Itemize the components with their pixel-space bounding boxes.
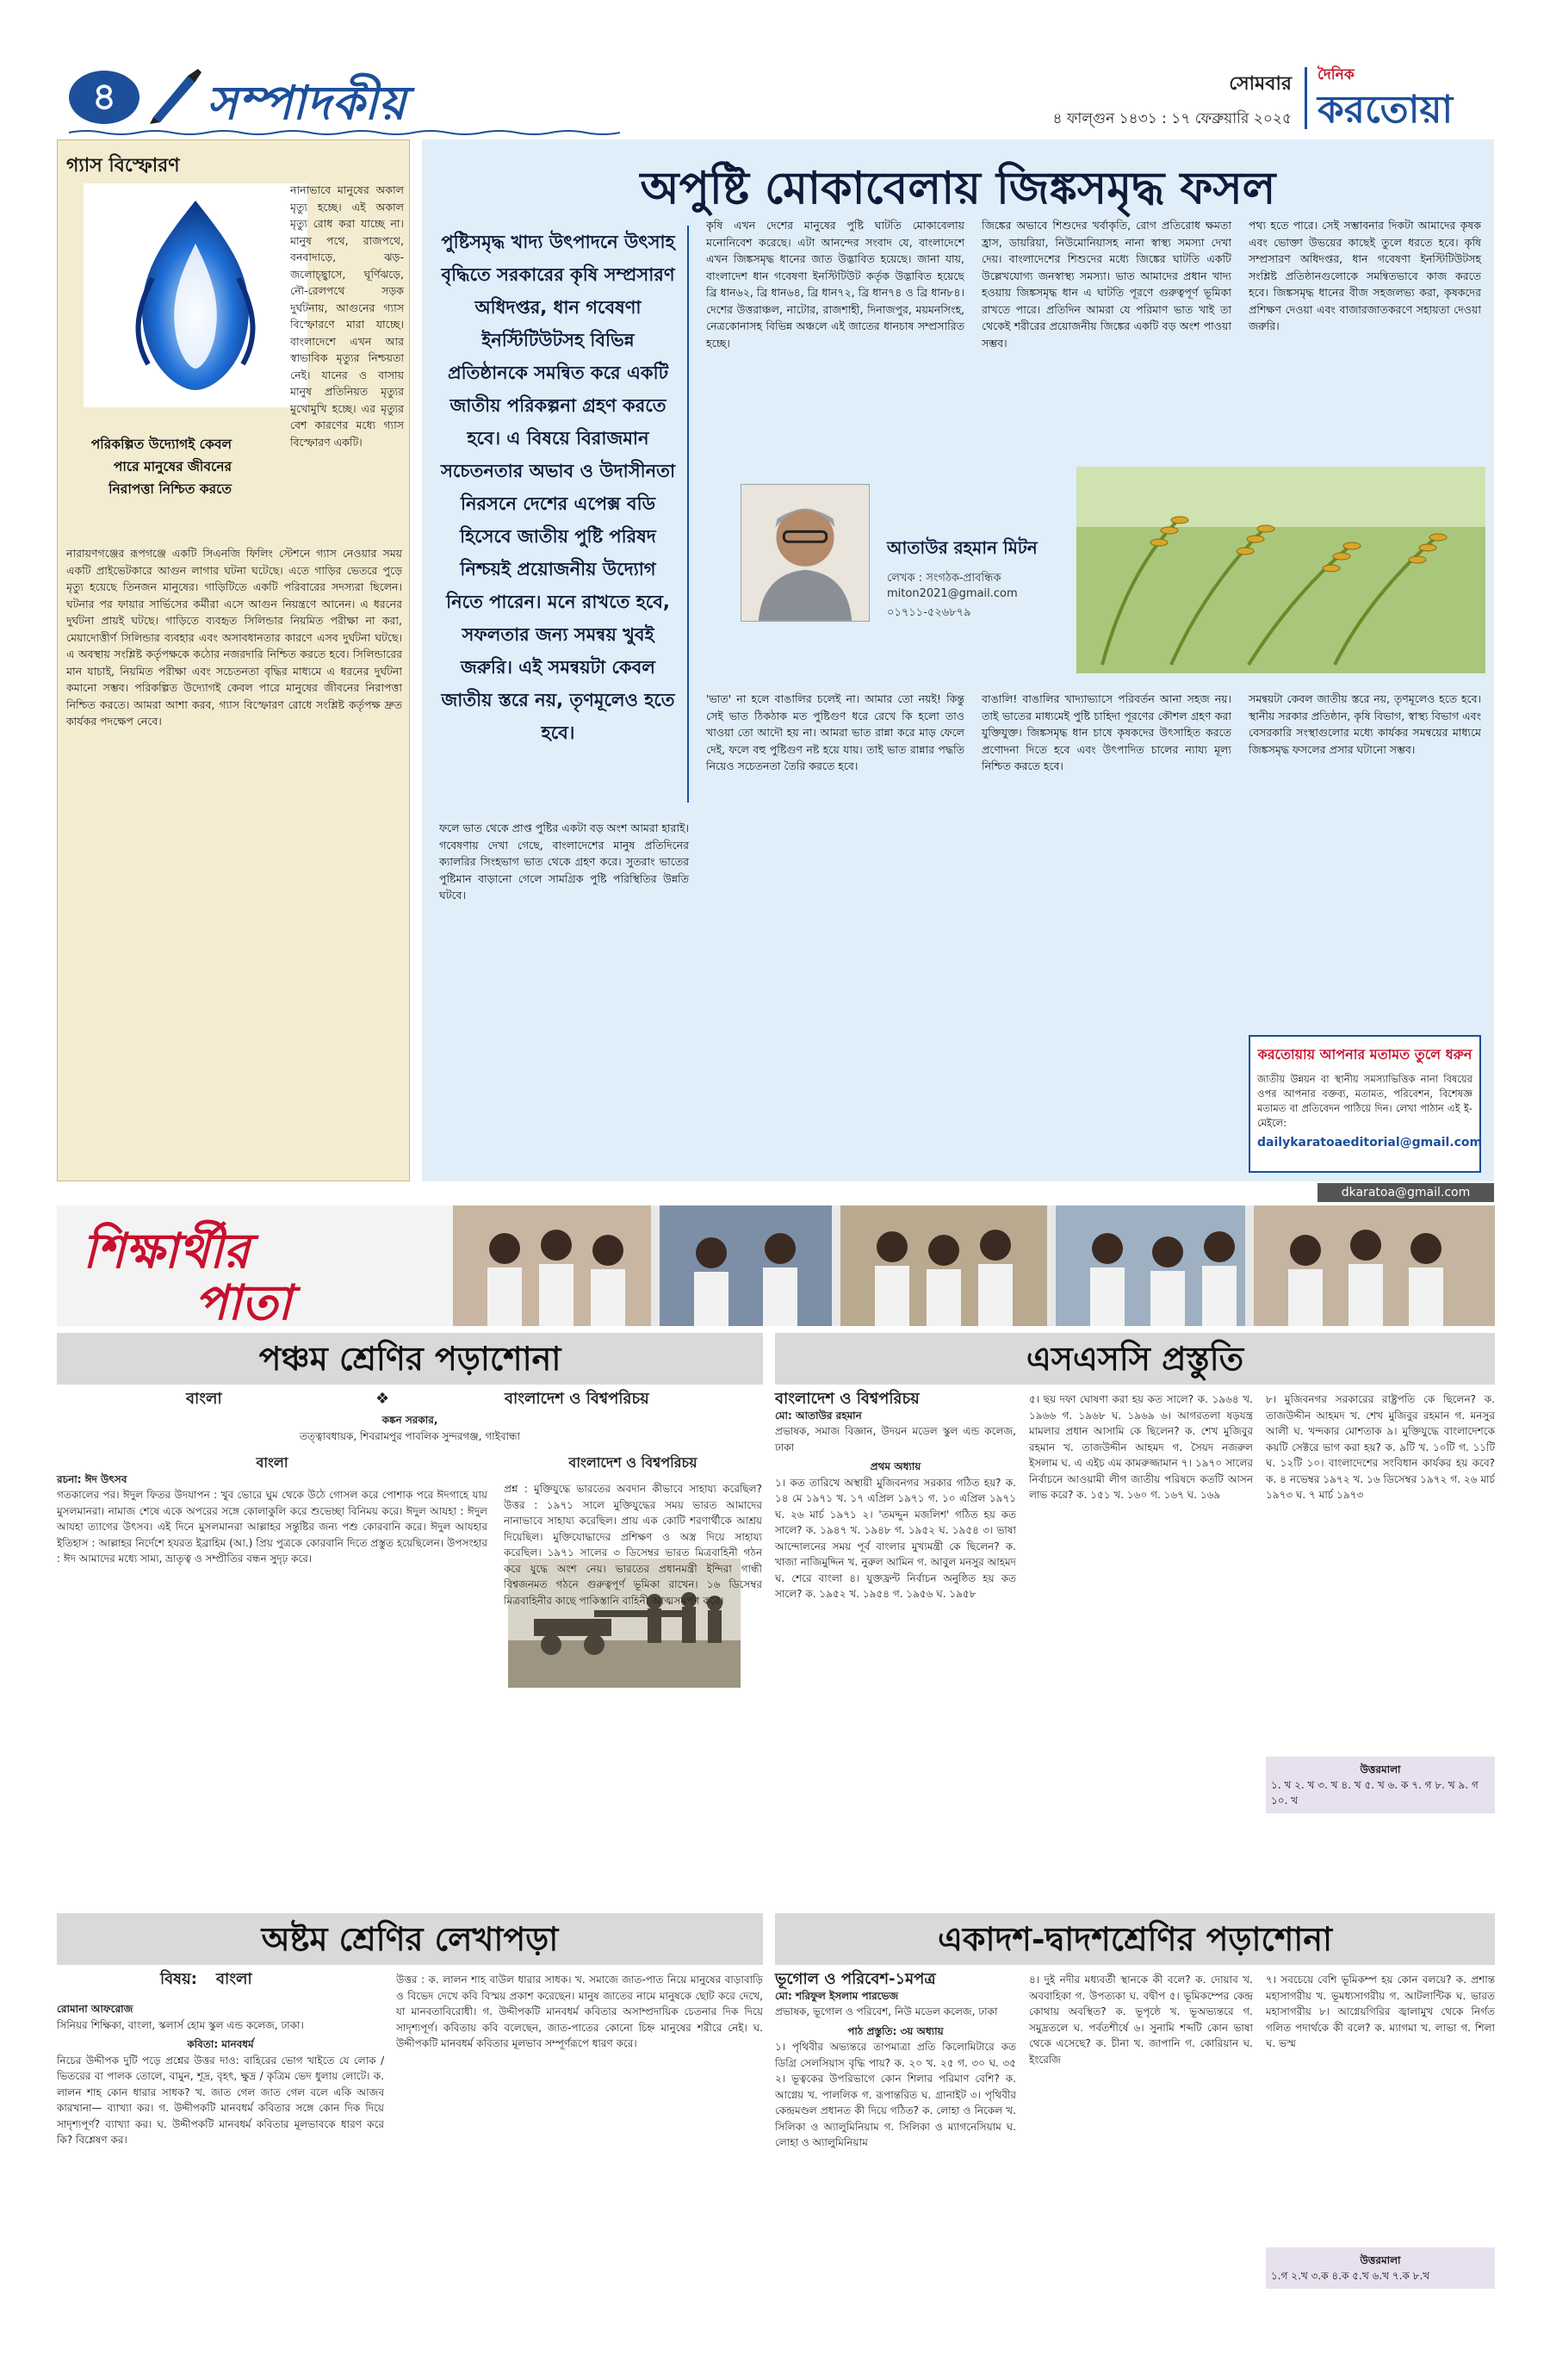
editorial-body-bottom: নারায়ণগঞ্জের রূপগঞ্জে একটি সিএনজি ফিলিং স্টেশনে গ্যাস নেওয়ার সময় একটি প্রাইভেটকারে আগুন লাগার ঘটনা ঘটেছে। এতে গাড়ির ভেতরে পুড়ে মৃত্যু হয়েছে তিনজন মানুষের। গাড়িটিতে একটি পরিবারের সদস্যরা ছিলেন। ঘটনার পর ফায়ার সার্ভিসের কর্মীরা এসে আগুন নিয়ন্ত্রণে আনেন। এ ধরনের দুর্ঘটনা প্রায়ই ঘটছে। গাড়িতে ব্যবহৃত সিলিন্ডার নিয়মিত পরীক্ষা না করা, মেয়াদোত্তীর্ণ সিলিন্ডার ব্যবহার এবং অসাবধানতার কারণে এসব দুর্ঘটনা ঘটছে। এ অবস্থায় সংশ্লিষ্ট কর্তৃপক্ষকে কঠোর নজরদারি নিশ্চিত করতে হবে। সিলিন্ডারের মান যাচাই, নিয়মিত পরীক্ষা এবং সচেতনতা বৃদ্ধির মাধ্যমে এ ধরনের দুর্ঘটনা কমানো সম্ভব। পরিকল্পিত উদ্যোগই কেবল পারে মানুষের জীবনের নিরাপত্তা নিশ্চিত করতে। আমরা আশা করব, গ্যাস বিস্ফোরণ রোধে সংশ্লিষ্ট কর্তৃপক্ষ দ্রুত কার্যকর পদক্ষেপ নেবে। bbox=[66, 547, 402, 728]
ssc-heading: এসএসসি প্রস্তুতি bbox=[775, 1333, 1495, 1385]
class5-bd-global bbox=[504, 1455, 762, 1472]
ssc-answer-text: ১. খ ২. খ ৩. খ ৪. খ ৫. খ ৬. ক ৭. গ ৮. খ ৯. গ ১০. খ bbox=[1271, 1779, 1479, 1807]
class11-answer-title: উত্তরমালা bbox=[1360, 2254, 1401, 2266]
editorial-title: গ্যাস বিস্ফোরণ bbox=[66, 155, 180, 177]
fountain-pen-icon bbox=[145, 65, 205, 126]
reader-opinion-box bbox=[1249, 1035, 1481, 1173]
class5-bangla-text: গতকালের পর। ঈদুল ফিতর উদযাপন : খুব ভোরে ঘুম থেকে উঠে গোসল করে পোশাক পরে ঈদগাহে যায় মুসলমানরা। নামাজ শেষে একে অপরের সঙ্গে কোলাকুলি করে শুভেচ্ছা বিনিময় করে। ঈদুল আযহা : ঈদুল আযহা ত্যাগের উৎসব। এই দিনে মুসলমানরা আল্লাহর সন্তুষ্টির জন্য পশু কোরবানি করে। ঈদুল আযহার ইতিহাস : আল্লাহর নির্দেশে হযরত ইব্রাহিম (আ.) প্রিয় পুত্রকে কোরবানি দিতে প্রস্তুত হয়েছিলেন। উপসংহার : ঈদ আমাদের মধ্যে সাম্য, ভ্রাতৃত্ব ও সম্প্রীতির বন্ধন সুদৃঢ় করে। bbox=[57, 1489, 487, 1565]
class11-column-2 bbox=[1029, 1972, 1253, 2067]
diamond-separator-icon: ❖ bbox=[375, 1390, 390, 1408]
class11-column-1 bbox=[775, 1972, 1016, 2151]
class8-column-1 bbox=[57, 2001, 384, 2148]
class11-answer-text: ১.গ ২.খ ৩.ক ৪.ক ৫.খ ৬.খ ৭.ক ৮.খ bbox=[1271, 2270, 1430, 2282]
section-title: সম্পাদকীয় bbox=[207, 75, 407, 130]
class8-poem: কবিতা: মানবধর্ম bbox=[187, 2038, 254, 2050]
article-column-4: ফলে ভাত থেকে প্রাপ্ত পুষ্টির একটা বড় অংশ আমরা হারাই। গবেষণায় দেখা গেছে, বাংলাদেশের মানুষ প্রতিদিনের ক্যালরির সিংহভাগ ভাত থেকে গ্রহণ করে। সুতরাং ভাতের পুষ্টিমান বাড়ানো গেলে সামগ্রিক পুষ্টি পরিস্থিতির উন্নতি ঘটবে। bbox=[439, 821, 690, 902]
student-page-banner bbox=[57, 1205, 1495, 1326]
editorial-body-top: নানাভাবে মানুষের অকাল মৃত্যু হচ্ছে। এই অকাল মৃত্যু রোধ করা যাচ্ছে না। মানুষ পথে, রাজপথে, বনবাদাড়ে, ঝড়-জলোচ্ছ্বাসে, ঘূর্ণিঝড়ে, নৌ-রেলপথে সড়ক দুর্ঘটনায়, আগুনের গ্যাস বিস্ফোরণে মারা যাচ্ছে। বাংলাদেশে এখন আর স্বাভাবিক মৃত্যুর নিশ্চয়তা নেই। যানের ও বাসায় মানুষ প্রতিনিয়ত মৃত্যুর মুখোমুখি হচ্ছে। এর মৃত্যুর বেশ কারণের মধ্যে গ্যাস বিস্ফোরণ একটি। bbox=[290, 183, 404, 449]
students-collage-photo bbox=[453, 1205, 1495, 1326]
reader-box-body: জাতীয় উন্নয়ন বা স্থানীয় সমস্যাভিত্তিক নানা বিষয়ের ওপর আপনার বক্তব্য, মতামত, পরিবেশন, বিশেষজ্ঞ মতামত বা প্রতিবেদন পাঠিয়ে দিন। লেখা পাঠান এই ই-মেইলে: bbox=[1257, 1073, 1472, 1129]
weekday: সোমবার bbox=[1229, 73, 1292, 95]
class11-subject: ভূগোল ও পরিবেশ-১মপত্র bbox=[775, 1970, 936, 1988]
banner-title-line2: পাতা bbox=[195, 1274, 292, 1326]
class5-subject-left: বাংলা bbox=[186, 1390, 222, 1408]
article-column-3: পথ্য হতে পারে। সেই সম্ভাবনার দিকটা আমাদের কৃষক এবং ভোক্তা উভয়ের কাছেই তুলে ধরতে হবে। কৃষি সম্প্রসারণ অধিদপ্তর, ধান গবেষণা ইনস্টিটিউটসহ সংশ্লিষ্ট প্রতিষ্ঠানগুলোকে সমন্বিতভাবে কাজ করতে হবে। জিঙ্কসমৃদ্ধ ধানের বীজ সহজলভ্য করা, কৃষকদের প্রশিক্ষণ দেওয়া এবং বাজারজাতকরণে সহায়তা দেওয়া জরুরি। bbox=[1249, 219, 1481, 332]
masthead bbox=[52, 60, 1498, 138]
ssc-teacher: মো: আতাউর রহমান bbox=[775, 1409, 862, 1422]
ssc-answer-box bbox=[1266, 1757, 1495, 1813]
class11-questions-1: ১। পৃথিবীর অভ্যন্তরে তাপমাত্রা প্রতি কিলোমিটারে কত ডিগ্রি সেলসিয়াস বৃদ্ধি পায়? ক. ২০ খ. ২৫ গ. ৩০ ঘ. ৩৫ ২। ভূত্বকের উপরিভাগে কোন শিলার পরিমাণ বেশি? ক. আগ্নেয় খ. পাললিক গ. রূপান্তরিত ঘ. গ্রানাইট ৩। পৃথিবীর কেন্দ্রমণ্ডল প্রধানত কী দিয়ে গঠিত? ক. লোহা ও নিকেল খ. সিলিকা ও অ্যালুমিনিয়াম গ. সিলিকা ও ম্যাগনেসিয়াম ঘ. লোহা ও অ্যালুমিনিয়াম bbox=[775, 2041, 1016, 2148]
pull-quote: পুষ্টিসমৃদ্ধ খাদ্য উৎপাদনে উৎসাহ বৃদ্ধিতে সরকারের কৃষি সম্প্রসারণ অধিদপ্তর, ধান গবেষণা ইনস্টিটিউটসহ বিভিন্ন প্রতিষ্ঠানকে সমন্বিত করে একটি জাতীয় পরিকল্পনা গ্রহণ করতে হবে। এ বিষয়ে বিরাজমান সচেতনতার অভাব ও উদাসীনতা নিরসনে দেশের এপেক্স বডি হিসেবে জাতীয় পুষ্টি পরিষদ নিশ্চয়ই প্রয়োজনীয় উদ্যোগ নিতে পারেন। মনে রাখতে হবে, সফলতার জন্য সমন্বয় খুবই জরুরি। এই সমন্বয়টা কেবল জাতীয় স্তরে নয়, তৃণমূলেও হতে হবে। bbox=[439, 226, 689, 803]
class8-heading: অষ্টম শ্রেণির লেখাপড়া bbox=[57, 1913, 763, 1965]
article-column-1: কৃষি এখন দেশের মানুষের পুষ্টি ঘাটতি মোকাবেলায় মনোনিবেশ করেছে। এটা আনন্দের সংবাদ যে, বাংলাদেশে এখন জিঙ্কসমৃদ্ধ ধানের জাত উদ্ভাবিত হয়েছে। জানা যায়, বাংলাদেশ ধান গবেষণা ইনস্টিটিউট কর্তৃক উদ্ভাবিত হয়েছে ব্রি ধান৬২, ব্রি ধান৬৪, ব্রি ধান৭২, ব্রি ধান৭৪ ও ব্রি ধান৮৪। দেশের উত্তরাঞ্চল, নাটোর, রাজশাহী, দিনাজপুর, ময়মনসিংহ, নেত্রকোনাসহ বিভিন্ন অঞ্চলে এই জাতের ধানচাষ সম্প্রসারিত হচ্ছে। bbox=[706, 219, 964, 350]
author-email[interactable]: miton2021@gmail.com bbox=[887, 587, 1018, 600]
class11-answer-box bbox=[1266, 2247, 1495, 2289]
class11-column-3 bbox=[1266, 1972, 1495, 2052]
banner-title-line1: শিক্ষার্থীর bbox=[83, 1223, 250, 1280]
class5-bd-heading: বাংলাদেশ ও বিশ্বপরিচয় bbox=[568, 1454, 698, 1471]
class8-column-2 bbox=[396, 1972, 763, 2052]
ssc-questions-3: ৮। মুজিবনগর সরকারের রাষ্ট্রপতি কে ছিলেন? ক. তাজউদ্দীন আহমদ খ. শেখ মুজিবুর রহমান গ. মনসুর আলী ঘ. খন্দকার মোশতাক ৯। মুক্তিযুদ্ধে বাংলাদেশকে কয়টি সেক্টরে ভাগ করা হয়? ক. ৯টি খ. ১০টি গ. ১১টি ঘ. ১২টি ১০। বাংলাদেশের সংবিধান কার্যকর হয় কবে? ক. ৪ নভেম্বর ১৯৭২ খ. ১৬ ডিসেম্বর ১৯৭২ গ. ২৬ মার্চ ১৯৭৩ ঘ. ৭ মার্চ ১৯৭৩ bbox=[1266, 1393, 1495, 1501]
class11-teacher-info: প্রভাষক, ভূগোল ও পরিবেশ, নিউ মডেল কলেজ, ঢাকা bbox=[775, 2005, 998, 2017]
logo-name: করতোয়া bbox=[1318, 88, 1454, 132]
main-editorial bbox=[422, 139, 1494, 1181]
ssc-questions-1: ১। কত তারিখে অস্থায়ী মুজিবনগর সরকার গঠিত হয়? ক. ১৪ মে ১৯৭১ খ. ১৭ এপ্রিল ১৯৭১ গ. ১০ এপ্রিল ১৯৭১ ঘ. ২৬ মার্চ ১৯৭১ ২। 'তমদ্দুন মজলিশ' গঠিত হয় কত সালে? ক. ১৯৪৭ খ. ১৯৪৮ গ. ১৯৫২ ঘ. ১৯৫৪ ৩। ভাষা আন্দোলনের সময় পূর্ব বাংলার মুখ্যমন্ত্রী কে ছিলেন? ক. খাজা নাজিমুদ্দিন খ. নুরুল আমিন গ. আবুল মনসুর আহমদ ঘ. শেরে বাংলা ৪। যুক্তফ্রন্ট নির্বাচন অনুষ্ঠিত হয় কত সালে? ক. ১৯৫২ খ. ১৯৫৪ গ. ১৯৫৬ ঘ. ১৯৫৮ bbox=[775, 1476, 1016, 1600]
class5-bd-text: প্রশ্ন : মুক্তিযুদ্ধে ভারতের অবদান কীভাবে সাহায্য করেছিল? উত্তর : ১৯৭১ সালে মুক্তিযুদ্ধের সময় ভারত আমাদের নানাভাবে সাহায্য করেছিল। প্রায় এক কোটি শরণার্থীকে আশ্রয় দিয়েছিল। মুক্তিযোদ্ধাদের প্রশিক্ষণ ও অস্ত্র দিয়ে সাহায্য করেছিল। ১৯৭১ সালের ৩ ডিসেম্বর ভারত মিত্রবাহিনী গঠন করে যুদ্ধে অংশ নেয়। ভারতের প্রধানমন্ত্রী ইন্দিরা গান্ধী বিশ্বজনমত গঠনে গুরুত্বপূর্ণ ভূমিকা রাখেন। ১৬ ডিসেম্বর মিত্রবাহিনীর কাছে পাকিস্তানি বাহিনী আত্মসমর্পণ করে। bbox=[504, 1483, 762, 1607]
author-role: লেখক : সংগঠক-প্রাবন্ধিক bbox=[887, 572, 1001, 585]
ssc-column-3 bbox=[1266, 1391, 1495, 1503]
class8-teacher: রোমানা আফরোজ bbox=[57, 2003, 133, 2015]
reader-box-title: করতোয়ায় আপনার মতামত তুলে ধরুন bbox=[1257, 1046, 1472, 1063]
class11-questions-2: ৪। দুই নদীর মধ্যবর্তী স্থানকে কী বলে? ক. দোয়াব খ. অববাহিকা গ. উপত্যকা ঘ. বদ্বীপ ৫। ভূমিকম্পের কেন্দ্র কোথায় অবস্থিত? ক. ভূপৃষ্ঠে খ. ভূঅভ্যন্তরে গ. সমুদ্রতলে ঘ. পর্বতশীর্ষে ৬। সুনামি শব্দটি কোন ভাষা থেকে এসেছে? ক. চীনা খ. জাপানি গ. কোরিয়ান ঘ. ইংরেজি bbox=[1029, 1974, 1253, 2066]
class5-lesson: রচনা: ঈদ উৎসব bbox=[57, 1472, 127, 1485]
logo-prefix: দৈনিক bbox=[1318, 66, 1355, 84]
author-photo bbox=[741, 484, 870, 622]
article-column-2: জিঙ্কের অভাবে শিশুদের খর্বাকৃতি, রোগ প্রতিরোধ ক্ষমতা হ্রাস, ডায়রিয়া, নিউমোনিয়াসহ নানা স্বাস্থ্য সমস্যা দেখা দেয়। বাংলাদেশের শিশুদের মধ্যে জিঙ্কের ঘাটতি একটি উল্লেখযোগ্য জনস্বাস্থ্য সমস্যা। ভাত আমাদের প্রধান খাদ্য হওয়ায় জিঙ্কসমৃদ্ধ ধান এ ঘাটতি পূরণে গুরুত্বপূর্ণ ভূমিকা রাখতে পারে। প্রতিদিন আমরা যে পরিমাণ ভাত খাই তা থেকেই শরীরের প্রয়োজনীয় জিঙ্কের একটি বড় অংশ পাওয়া সম্ভব। bbox=[982, 219, 1231, 350]
article-column-6: বাঙালি! বাঙালির খাদ্যাভ্যাসে পরিবর্তন আনা সহজ নয়। তাই ভাতের মাধ্যমেই পুষ্টি চাহিদা পূরণের কৌশল গ্রহণ করা যুক্তিযুক্ত। জিঙ্কসমৃদ্ধ ধান চাষে কৃষকদের উৎসাহিত করতে প্রণোদনা দিতে হবে এবং উৎপাদিত চালের ন্যায্য মূল্য নিশ্চিত করতে হবে। bbox=[982, 692, 1231, 772]
class11-chapter: পাঠ প্রস্তুতি: ৩য় অধ্যায় bbox=[847, 2024, 944, 2037]
ssc-answer-title: উত্তরমালা bbox=[1360, 1763, 1401, 1776]
issue-date: ৪ ফাল্গুন ১৪৩১ : ১৭ ফেব্রুয়ারি ২০২৫ bbox=[1052, 110, 1292, 127]
gas-flame-icon bbox=[84, 183, 307, 407]
article-column-7: সমন্বয়টা কেবল জাতীয় স্তরে নয়, তৃণমূলেও হতে হবে। স্থানীয় সরকার প্রতিষ্ঠান, কৃষি বিভাগ, স্বাস্থ্য বিভাগ এবং বেসরকারি সংস্থাগুলোর মধ্যে কার্যকর সমন্বয়ের মাধ্যমে জিঙ্কসমৃদ্ধ ফসলের প্রসার ঘটানো সম্ভব। bbox=[1249, 692, 1481, 756]
ssc-questions-2: ৫। ছয় দফা ঘোষণা করা হয় কত সালে? ক. ১৯৬৪ খ. ১৯৬৬ গ. ১৯৬৮ ঘ. ১৯৬৯ ৬। আগরতলা ষড়যন্ত্র মামলার প্রধান আসামি কে ছিলেন? ক. শেখ মুজিবুর রহমান খ. তাজউদ্দীন আহমদ গ. সৈয়দ নজরুল ইসলাম ঘ. এ এইচ এম কামরুজ্জামান ৭। ১৯৭০ সালের নির্বাচনে আওয়ামী লীগ জাতীয় পরিষদে কতটি আসন লাভ করে? ক. ১৫১ খ. ১৬০ গ. ১৬৭ ঘ. ১৬৯ bbox=[1029, 1393, 1253, 1501]
class8-teacher-info: সিনিয়র শিক্ষিকা, বাংলা, স্কলার্স হোম স্কুল এন্ড কলেজ, ঢাকা। bbox=[57, 2018, 304, 2031]
newspaper-logo bbox=[1318, 64, 1507, 133]
page-number: ৪ bbox=[69, 71, 140, 124]
ssc-subject: বাংলাদেশ ও বিশ্বপরিচয় bbox=[775, 1390, 920, 1408]
brand-divider bbox=[1305, 67, 1307, 129]
ssc-chapter: প্রথম অধ্যায় bbox=[870, 1460, 921, 1472]
headline: অপুষ্টি মোকাবেলায় জিঙ্কসমৃদ্ধ ফসল bbox=[640, 162, 1276, 214]
author-phone: ০১৭১১-৫২৬৮৭৯ bbox=[887, 606, 971, 619]
class8-text-1: নিচের উদ্দীপক দুটি পড়ে প্রশ্নের উত্তর দাও: বাহিরের ভোগ খাইতে যে লোক / ভিতরের বা পালক তোলে, বামুন, শূদ্র, বৃহৎ, ক্ষুদ্র / কৃত্রিম ভেদ ধুলায় লোটে। ক. লালন শাহ কোন ধারার সাধক? খ. জাত গেল জাত গেল বলে একি আজব কারখানা— ব্যাখ্যা কর। গ. উদ্দীপকটি মানবধর্ম কবিতার সঙ্গে কোন দিক দিয়ে সাদৃশ্যপূর্ণ? ব্যাখ্যা কর। ঘ. উদ্দীপকটি মানবধর্ম কবিতার মূলভাবকে ধারণ করে কি? বিশ্লেষণ কর। bbox=[57, 2054, 384, 2146]
pull-quote: পরিকল্পিত উদ্যোগই কেবল পারে মানুষের জীবনের নিরাপত্তা নিশ্চিত করতে bbox=[90, 437, 232, 497]
class5-teacher: কঙ্কন সরকার, bbox=[381, 1414, 438, 1426]
ssc-column-1 bbox=[775, 1391, 1016, 1602]
date-block bbox=[1016, 69, 1292, 132]
editorial-footer-email[interactable]: dkaratoa@gmail.com bbox=[1318, 1183, 1494, 1202]
class5-bangla bbox=[57, 1455, 487, 1567]
class8-subject: বাংলা bbox=[216, 1970, 252, 1988]
author-name: আতাউর রহমান মিটন bbox=[887, 537, 1038, 558]
gas-explosion-editorial bbox=[57, 139, 410, 1181]
class11-teacher: মো: শরিফুল ইসলাম পারভেজ bbox=[775, 1989, 899, 2002]
class5-teacher-info: তত্ত্বাবধায়ক, শিবরামপুর পাবলিক সুন্দরগঞ্জ, গাইবান্ধা bbox=[299, 1429, 521, 1442]
rice-field-photo bbox=[1076, 467, 1485, 673]
class8-subject-label: বিষয়: bbox=[160, 1970, 197, 1988]
class11-questions-3: ৭। সবচেয়ে বেশি ভূমিকম্প হয় কোন বলয়ে? ক. প্রশান্ত মহাসাগরীয় খ. ভূমধ্যসাগরীয় গ. আটলান্টিক ঘ. ভারত মহাসাগরীয় ৮। আগ্নেয়গিরির জ্বালামুখ থেকে নির্গত গলিত পদার্থকে কী বলে? ক. ম্যাগমা খ. লাভা গ. শিলা ঘ. ভস্ম bbox=[1266, 1974, 1495, 2049]
class8-text-2: উত্তর : ক. লালন শাহ বাউল ধারার সাধক। খ. সমাজে জাত-পাত নিয়ে মানুষের বাড়াবাড়ি ও বিভেদ দেখে কবি বিস্ময় প্রকাশ করেছেন। মানুষ জাতের নামে মানুষকে ছোট করে দেখে, যা মানবতাবিরোধী। গ. উদ্দীপকটি মানবধর্ম কবিতার অসাম্প্রদায়িক চেতনার দিক দিয়ে সাদৃশ্যপূর্ণ। কবিতায় কবি বলেছেন, জাত-পাতের কোনো চিহ্ন মানুষের শরীরে নেই। ঘ. উদ্দীপকটি মানবধর্ম কবিতার মূলভাব সম্পূর্ণরূপে ধারণ করে। bbox=[396, 1974, 763, 2049]
decorative-wave bbox=[69, 129, 620, 136]
article-column-5: 'ভাত' না হলে বাঙালির চলেই না। আমার তো নয়ই! কিন্তু সেই ভাত ঠিকঠাক মত পুষ্টিগুণ ধরে রেখে কি হলো তাও খাওয়া তো আদৌ হয় না। আমরা ভাত রান্না করে মাড় ফেলে দেই, ফলে বহু পুষ্টিগুণ নষ্ট হয়ে যায়। তাই ভাত রান্নার পদ্ধতি নিয়েও সচেতনতা তৈরি করতে হবে। bbox=[706, 692, 964, 772]
class5-bd-text-top bbox=[504, 1481, 762, 1608]
class5-heading: পঞ্চম শ্রেণির পড়াশোনা bbox=[57, 1333, 763, 1385]
class11-heading: একাদশ-দ্বাদশশ্রেণির পড়াশোনা bbox=[775, 1913, 1495, 1965]
class5-teacher-block bbox=[57, 1412, 763, 1444]
class5-bangla-heading: বাংলা bbox=[256, 1454, 288, 1471]
ssc-column-2 bbox=[1029, 1391, 1253, 1503]
reader-box-email[interactable]: dailykaratoaeditorial@gmail.com bbox=[1257, 1136, 1483, 1150]
class5-subject-right: বাংলাদেশ ও বিশ্বপরিচয় bbox=[505, 1390, 649, 1408]
ssc-teacher-info: প্রভাষক, সমাজ বিজ্ঞান, উদয়ন মডেল স্কুল এন্ড কলেজ, ঢাকা bbox=[775, 1425, 1016, 1453]
